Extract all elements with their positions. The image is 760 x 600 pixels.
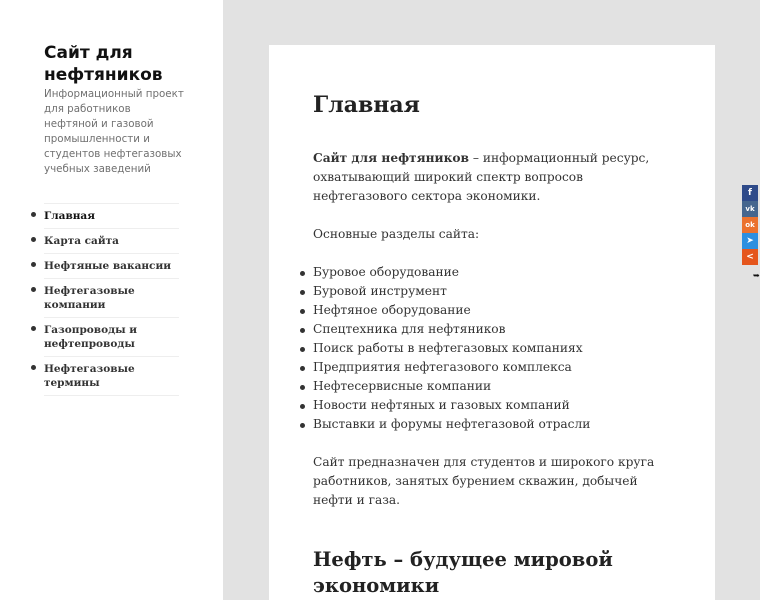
list-item: Выставки и форумы нефтегазовой отрасли [313,415,663,434]
vk-icon[interactable]: vk [742,201,758,217]
share-bar [742,185,758,265]
list-item: Новости нефтяных и газовых компаний [313,396,663,415]
collapse-share-icon[interactable]: ➥ [753,271,760,280]
site-title[interactable]: Сайт для нефтяников [44,43,163,85]
main-navigation [44,203,179,396]
nav-item-home[interactable]: Главная [44,204,179,229]
nav-item-sitemap[interactable]: Карта сайта [44,229,179,254]
site-description: Информационный проект для работников нефтяной и газовой промышленности и студентов нефтегазовых учебных заведений [44,88,184,175]
list-item: Буровой инструмент [313,282,663,301]
sections-list [313,263,663,434]
page-title: Главная [313,92,420,118]
section-heading: Нефть – будущее мировой экономики [313,548,613,597]
article [313,91,663,599]
list-item: Спецтехника для нефтяников [313,320,663,339]
nav-item-vacancies[interactable]: Нефтяные вакансии [44,254,179,279]
intro-text: – информационный ресурс, охватывающий широкий спектр вопросов нефтегазового сектора экономики. [313,151,650,203]
purpose-paragraph: Сайт предназначен для студентов и широкого круга работников, занятых бурением скважин, добычей нефти и газа. [313,455,655,507]
nav-item-terms[interactable]: Нефтегазовые термины [44,357,179,396]
facebook-icon[interactable]: f [742,185,758,201]
sidebar [0,0,223,600]
share-icon[interactable]: < [742,249,758,265]
nav-item-companies[interactable]: Нефтегазовые компании [44,279,179,318]
odnoklassniki-icon[interactable]: ok [742,217,758,233]
list-item: Нефтяное оборудование [313,301,663,320]
telegram-icon[interactable]: ➤ [742,233,758,249]
content-card [269,45,715,600]
intro-paragraph [313,149,663,206]
list-item: Буровое оборудование [313,263,663,282]
sections-label: Основные разделы сайта: [313,227,480,241]
list-item: Нефтесервисные компании [313,377,663,396]
list-item: Предприятия нефтегазового комплекса [313,358,663,377]
intro-bold: Сайт для нефтяников [313,151,469,165]
nav-item-pipelines[interactable]: Газопроводы и нефтепроводы [44,318,179,357]
list-item: Поиск работы в нефтегазовых компаниях [313,339,663,358]
